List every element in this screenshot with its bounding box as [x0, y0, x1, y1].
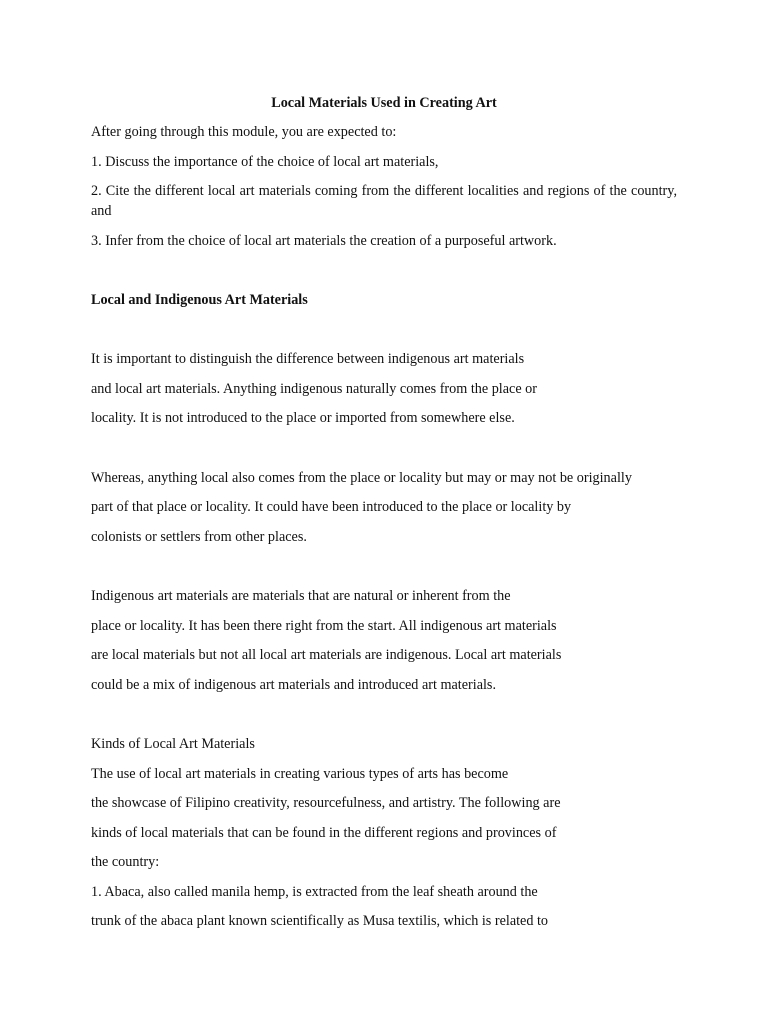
- objectives-intro: After going through this module, you are expected to:: [91, 124, 397, 140]
- paragraph-line: colonists or settlers from other places.: [91, 529, 307, 545]
- paragraph-line: place or locality. It has been there right from the start. All indigenous art materials: [91, 618, 557, 634]
- paragraph-line: trunk of the abaca plant known scientifically as Musa textilis, which is related to: [91, 913, 549, 929]
- section-heading: Local and Indigenous Art Materials: [91, 292, 308, 308]
- kinds-heading: Kinds of Local Art Materials: [91, 736, 255, 752]
- paragraph-line: the showcase of Filipino creativity, resourcefulness, and artistry. The following are: [91, 795, 561, 811]
- list-item-abaca: 1. Abaca, also called manila hemp, is extracted from the leaf sheath around the: [91, 884, 538, 900]
- paragraph-line: could be a mix of indigenous art materials and introduced art materials.: [91, 677, 497, 693]
- paragraph-line: locality. It is not introduced to the place or imported from somewhere else.: [91, 410, 515, 426]
- paragraph-line: and local art materials. Anything indigenous naturally comes from the place or: [91, 381, 537, 397]
- paragraph-line: the country:: [91, 854, 160, 870]
- objective-item-2: 2. Cite the different local art materials coming from the different localities and regions of the country, and: [91, 183, 677, 219]
- document-title: Local Materials Used in Creating Art: [271, 95, 497, 111]
- paragraph-line: The use of local art materials in creating various types of arts has become: [91, 766, 509, 782]
- paragraph-line: part of that place or locality. It could have been introduced to the place or locality by: [91, 499, 572, 515]
- paragraph-line: kinds of local materials that can be found in the different regions and provinces of: [91, 825, 557, 841]
- paragraph-line: Whereas, anything local also comes from the place or locality but may or may not be originally: [91, 470, 632, 486]
- paragraph-line: Indigenous art materials are materials that are natural or inherent from the: [91, 588, 511, 604]
- paragraph-line: are local materials but not all local art materials are indigenous. Local art materials: [91, 647, 562, 663]
- paragraph-line: It is important to distinguish the difference between indigenous art materials: [91, 351, 525, 367]
- objective-item-1: 1. Discuss the importance of the choice of local art materials,: [91, 154, 439, 170]
- objective-item-3: 3. Infer from the choice of local art materials the creation of a purposeful artwork.: [91, 233, 557, 249]
